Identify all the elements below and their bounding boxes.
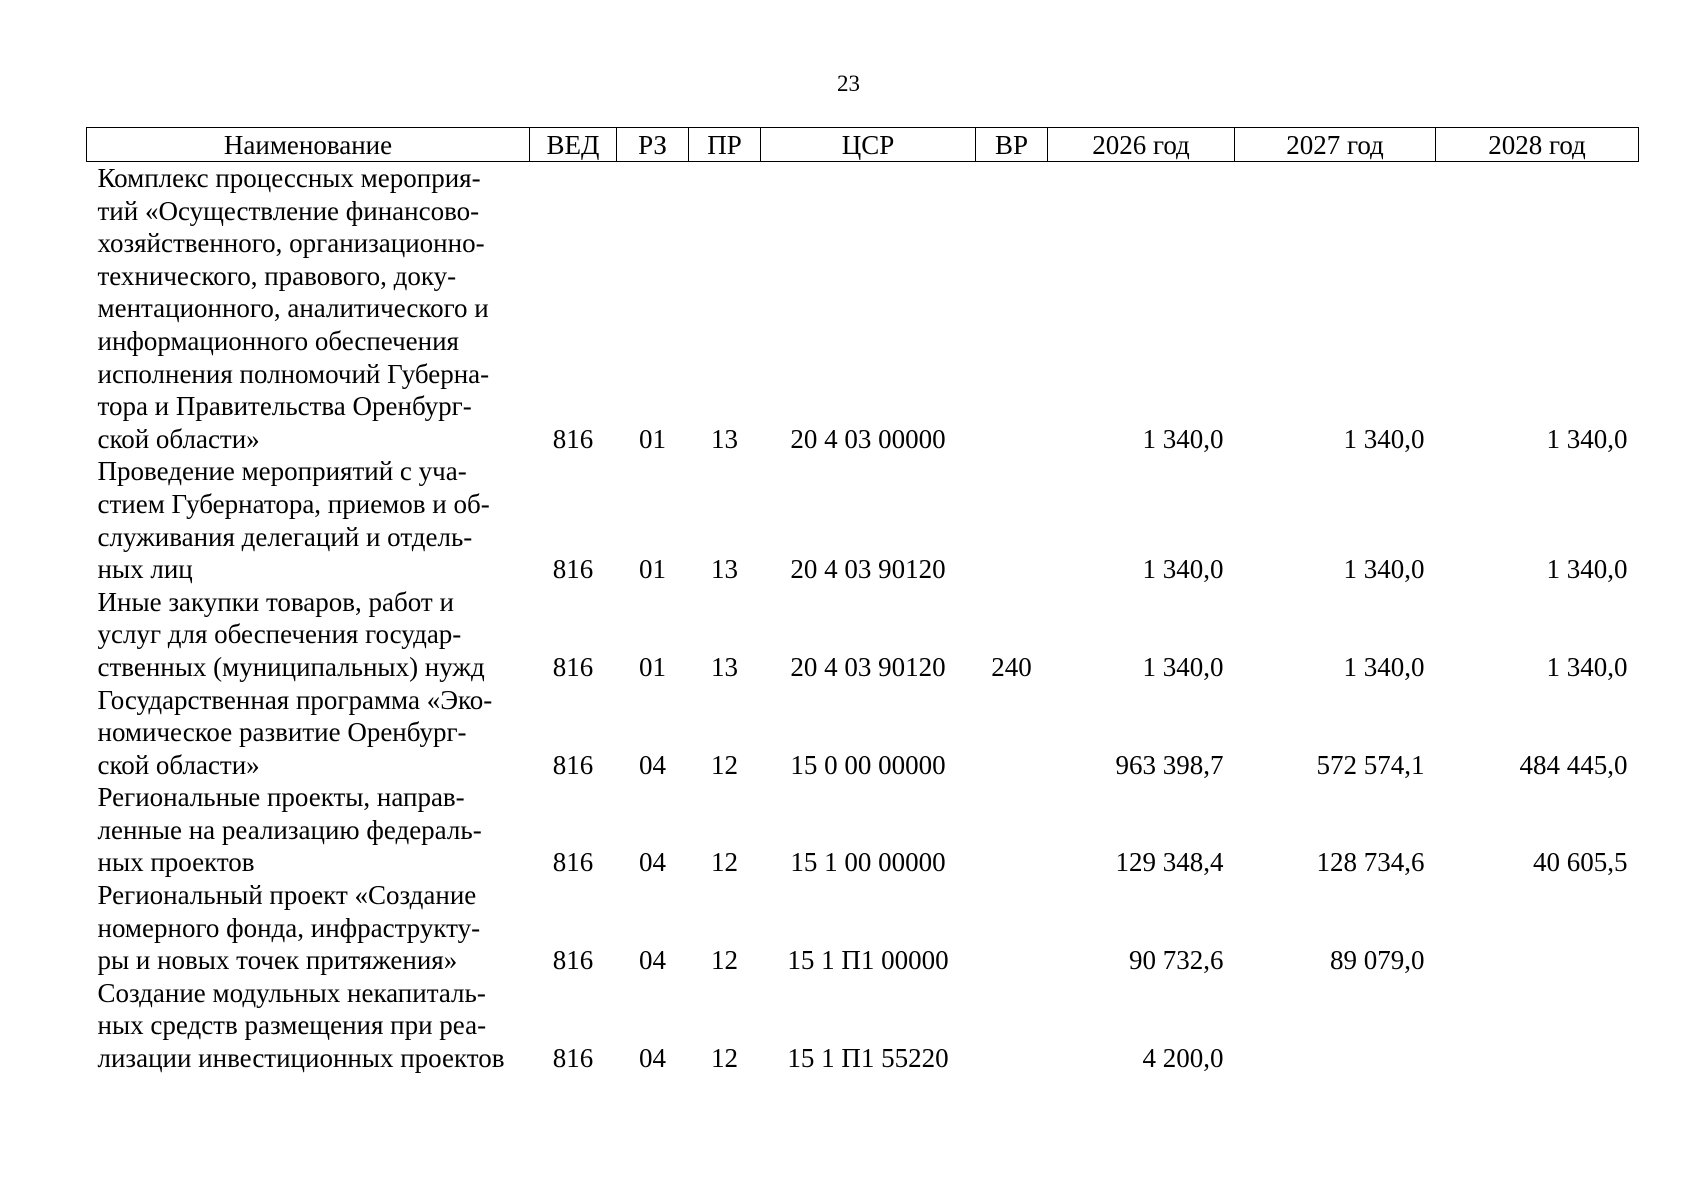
row-name-line: Региональный проект «Создание [97,880,477,911]
row-year-2028: 1 340,0 [1546,651,1628,682]
row-name-line: ской области» [97,749,260,780]
row-name-line: стием Губернатора, приемов и об- [97,488,490,519]
row-name-line: Проведение мероприятий с уча- [97,456,467,487]
row-name [87,455,530,585]
row-ved: 816 [552,554,594,585]
row-year-2027 [1235,977,1436,1075]
row-csr: 15 1 П1 00000 [787,945,949,976]
table-row [87,586,1639,684]
row-name [87,684,530,782]
row-rz: 04 [639,847,666,878]
row-pr: 12 [711,847,738,878]
header-rz: РЗ [617,128,689,162]
table-row [87,684,1639,782]
table-row [87,781,1639,879]
row-name-line: тий «Осуществление финансово- [97,195,480,226]
row-name-line: ленные на реализацию федераль- [97,814,482,845]
row-pr: 12 [711,749,738,780]
row-csr: 15 0 00 00000 [790,749,946,780]
table-row [87,455,1639,585]
row-pr: 12 [711,1043,738,1074]
row-rz: 01 [639,651,666,682]
row-vr [976,977,1048,1075]
row-csr: 15 1 П1 55220 [787,1043,949,1074]
header-vr: ВР [976,128,1048,162]
row-name-line: услуг для обеспечения государ- [97,619,462,650]
row-ved: 816 [552,945,594,976]
row-csr: 15 1 00 00000 [790,847,946,878]
header-csr: ЦСР [761,128,976,162]
row-rz: 04 [639,1043,666,1074]
row-year-2027: 1 340,0 [1343,554,1425,585]
row-name-line: номическое развитие Оренбург- [97,717,467,748]
page-number: 23 [837,71,860,96]
row-csr: 20 4 03 90120 [790,651,946,682]
row-year-2028 [1436,977,1639,1075]
row-name-line: ных лиц [97,554,193,585]
row-year-2026: 1 340,0 [1142,651,1224,682]
table-row [87,879,1639,977]
row-ved: 816 [552,651,594,682]
row-year-2028: 40 605,5 [1533,847,1628,878]
row-name-line: ных проектов [97,847,255,878]
row-rz: 04 [639,749,666,780]
row-rz: 01 [639,554,666,585]
row-name-line: лизации инвестиционных проектов [97,1043,505,1074]
row-year-2028: 1 340,0 [1546,423,1628,454]
row-year-2027: 89 079,0 [1330,945,1425,976]
row-name-line: Государственная программа «Эко- [97,684,493,715]
row-pr: 13 [711,651,738,682]
row-vr [976,781,1048,879]
row-ved: 816 [552,847,594,878]
row-year-2026: 129 348,4 [1115,847,1224,878]
header-name: Наименование [87,128,530,162]
row-csr: 20 4 03 00000 [790,423,946,454]
row-year-2027: 128 734,6 [1316,847,1425,878]
header-year-2027: 2027 год [1235,128,1436,162]
header-year-2028: 2028 год [1436,128,1639,162]
row-vr [976,455,1048,585]
table-row [87,977,1639,1075]
row-year-2027: 1 340,0 [1343,651,1425,682]
row-rz: 04 [639,945,666,976]
row-name-line: ментационного, аналитического и [97,293,489,324]
row-year-2027: 572 574,1 [1316,749,1425,780]
row-name-line: исполнения полномочий Губерна- [97,358,490,389]
row-pr: 13 [711,423,738,454]
row-year-2028 [1436,879,1639,977]
row-csr: 20 4 03 90120 [790,554,946,585]
row-vr [976,162,1048,456]
row-year-2026: 90 732,6 [1129,945,1224,976]
row-name-line: ской области» [97,423,260,454]
row-ved: 816 [552,1043,594,1074]
row-year-2026: 963 398,7 [1115,749,1224,780]
row-name-line: Региональные проекты, направ- [97,782,465,813]
row-rz: 01 [639,423,666,454]
row-name-line: номерного фонда, инфраструкту- [97,912,481,943]
row-name-line: служивания делегаций и отдель- [97,521,473,552]
table-row [87,162,1639,456]
row-name-line: ры и новых точек притяжения» [97,945,458,976]
row-name-line: ных средств размещения при реа- [97,1010,487,1041]
row-year-2026: 1 340,0 [1142,554,1224,585]
header-pr: ПР [689,128,761,162]
row-name-line: тора и Правительства Оренбург- [97,391,472,422]
row-name-line: информационного обеспечения [97,325,459,356]
row-year-2028: 484 445,0 [1519,749,1628,780]
row-name-line: Создание модульных некапиталь- [97,977,486,1008]
row-ved: 816 [552,423,594,454]
row-name-line: ственных (муниципальных) нужд [97,651,485,682]
table-body [87,162,1639,1075]
row-year-2026: 1 340,0 [1142,423,1224,454]
row-name [87,781,530,879]
row-name [87,879,530,977]
row-vr [976,684,1048,782]
table-header-row [87,128,1639,162]
row-name [87,977,530,1075]
header-year-2026: 2026 год [1048,128,1235,162]
row-ved: 816 [552,749,594,780]
row-name-line: Комплекс процессных мероприя- [97,163,481,193]
row-pr: 12 [711,945,738,976]
row-pr: 13 [711,554,738,585]
row-vr [976,879,1048,977]
budget-table [86,127,1639,1075]
row-name-line: хозяйственного, организационно- [97,228,485,259]
row-name-line: технического, правового, доку- [97,260,457,291]
row-year-2026: 4 200,0 [1142,1043,1224,1074]
row-name-line: Иные закупки товаров, работ и [97,586,454,617]
row-year-2028: 1 340,0 [1546,554,1628,585]
row-name [87,586,530,684]
row-name [87,162,530,456]
row-year-2027: 1 340,0 [1343,423,1425,454]
row-vr: 240 [991,651,1032,682]
header-ved: ВЕД [530,128,617,162]
